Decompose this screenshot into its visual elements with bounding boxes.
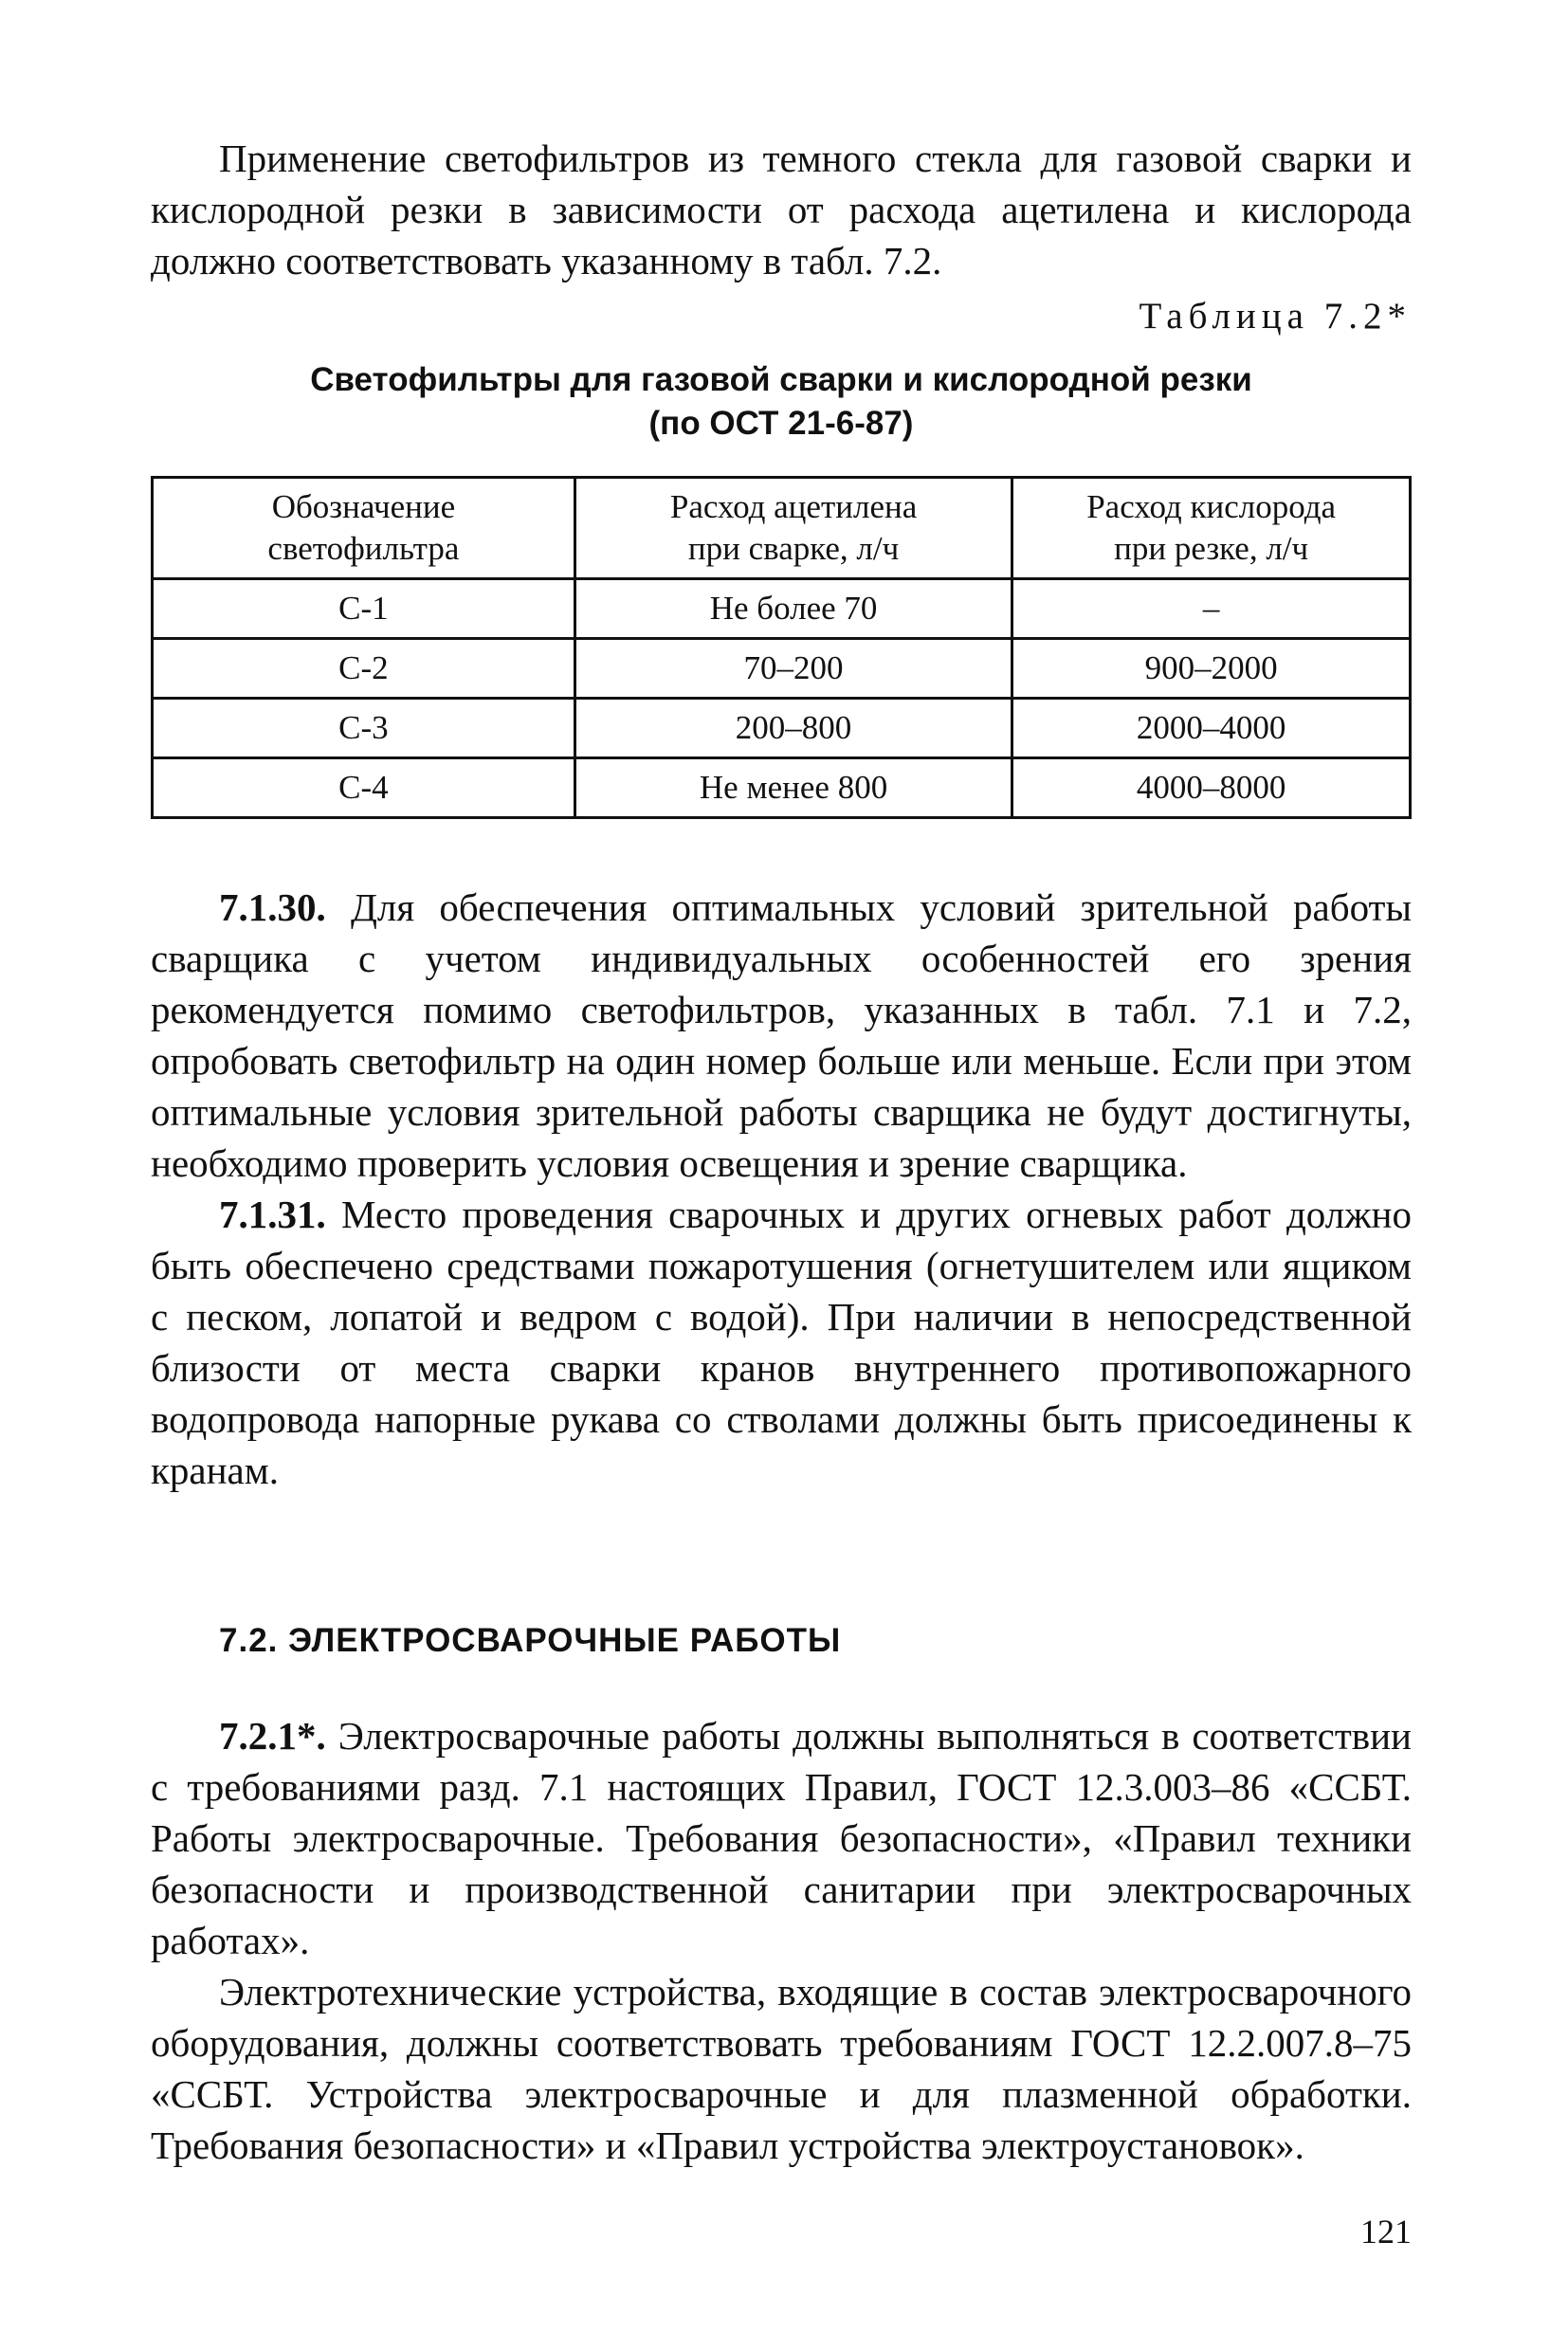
table-label: Таблица 7.2* [1139,296,1412,337]
header-oxygen-line1: Расход кислорода [1086,488,1337,525]
cell-filter: С-4 [153,758,575,818]
cell-acetylene: 70–200 [574,639,1012,699]
table-title-line2: (по ОСТ 21-6-87) [648,405,914,442]
table-row [153,579,1411,639]
table-row [153,758,1411,818]
clause-7-1-31 [151,1189,1412,1496]
page-content [151,133,1412,2171]
header-acetylene-line1: Расход ацетилена [669,488,918,525]
filters-table [151,476,1412,819]
clause-text: Электросварочные работы должны выполняться в соответствии с требованиями разд. 7.1 настоящих Правил, ГОСТ 12.3.003–86 «ССБТ. Работы электросварочные. Требования безопасности», «Правил техники безопасности и производственной санитарии при электросварочных работах». [151,1714,1412,1962]
clause-text: Место проведения сварочных и других огневых работ должно быть обеспечено средствами пожаротушения (огнетушителем или ящиком с песком, лопатой и ведром с водой). При наличии в непосредственной близости от места сварки кранов внутреннего противопожарного водопровода напорные рукава со стволами должны быть присоединены к кранам. [151,1193,1412,1492]
cell-acetylene: Не более 70 [574,579,1012,639]
cell-acetylene: 200–800 [574,699,1012,758]
cell-oxygen: – [1012,579,1411,639]
header-oxygen [1012,478,1411,579]
cell-oxygen: 4000–8000 [1012,758,1411,818]
table-title-line1: Светофильтры для газовой сварки и кислородной резки [310,361,1252,398]
cell-oxygen: 2000–4000 [1012,699,1411,758]
header-acetylene-line2: при сварке, л/ч [687,530,900,567]
clause-7-1-30 [151,882,1412,1189]
cell-filter: С-2 [153,639,575,699]
table-header-row [153,478,1411,579]
table-row [153,699,1411,758]
header-acetylene [574,478,1012,579]
cell-filter: С-3 [153,699,575,758]
header-filter-line2: светофильтра [267,530,460,567]
paragraph-electro: Электротехнические устройства, входящие в состав электросварочного оборудования, должны соответствовать требованиям ГОСТ 12.2.007.8–75 «ССБТ. Устройства электросварочные и для плазменной обработки. Требования безопасности» и «Правил устройства электроустановок». [151,1970,1412,2167]
intro-paragraph: Применение светофильтров из темного стекла для газовой сварки и кислородной резки в зависимости от расхода ацетилена и кислорода должно соответствовать указанному в табл. 7.2. [151,137,1412,282]
header-filter [153,478,575,579]
header-filter-line1: Обозначение [271,488,456,525]
section-heading: 7.2. ЭЛЕКТРОСВАРОЧНЫЕ РАБОТЫ [219,1622,842,1659]
cell-filter: С-1 [153,579,575,639]
table-row [153,639,1411,699]
table-title [151,358,1412,446]
page-number: 121 [1360,2213,1412,2251]
cell-acetylene: Не менее 800 [574,758,1012,818]
clause-7-2-1 [151,1710,1412,1966]
cell-oxygen: 900–2000 [1012,639,1411,699]
clause-number: 7.1.30. [219,885,326,929]
clause-number: 7.2.1*. [219,1714,326,1758]
clause-number: 7.1.31. [219,1193,326,1236]
clause-text: Для обеспечения оптимальных условий зрительной работы сварщика с учетом индивидуальных особенностей его зрения рекомендуется помимо светофильтров, указанных в табл. 7.1 и 7.2, опробовать светофильтр на один номер больше или меньше. Если при этом оптимальные условия зрительной работы сварщика не будут достигнуты, необходимо проверить условия освещения и зрение сварщика. [151,885,1412,1185]
header-oxygen-line2: при резке, л/ч [1114,530,1309,567]
